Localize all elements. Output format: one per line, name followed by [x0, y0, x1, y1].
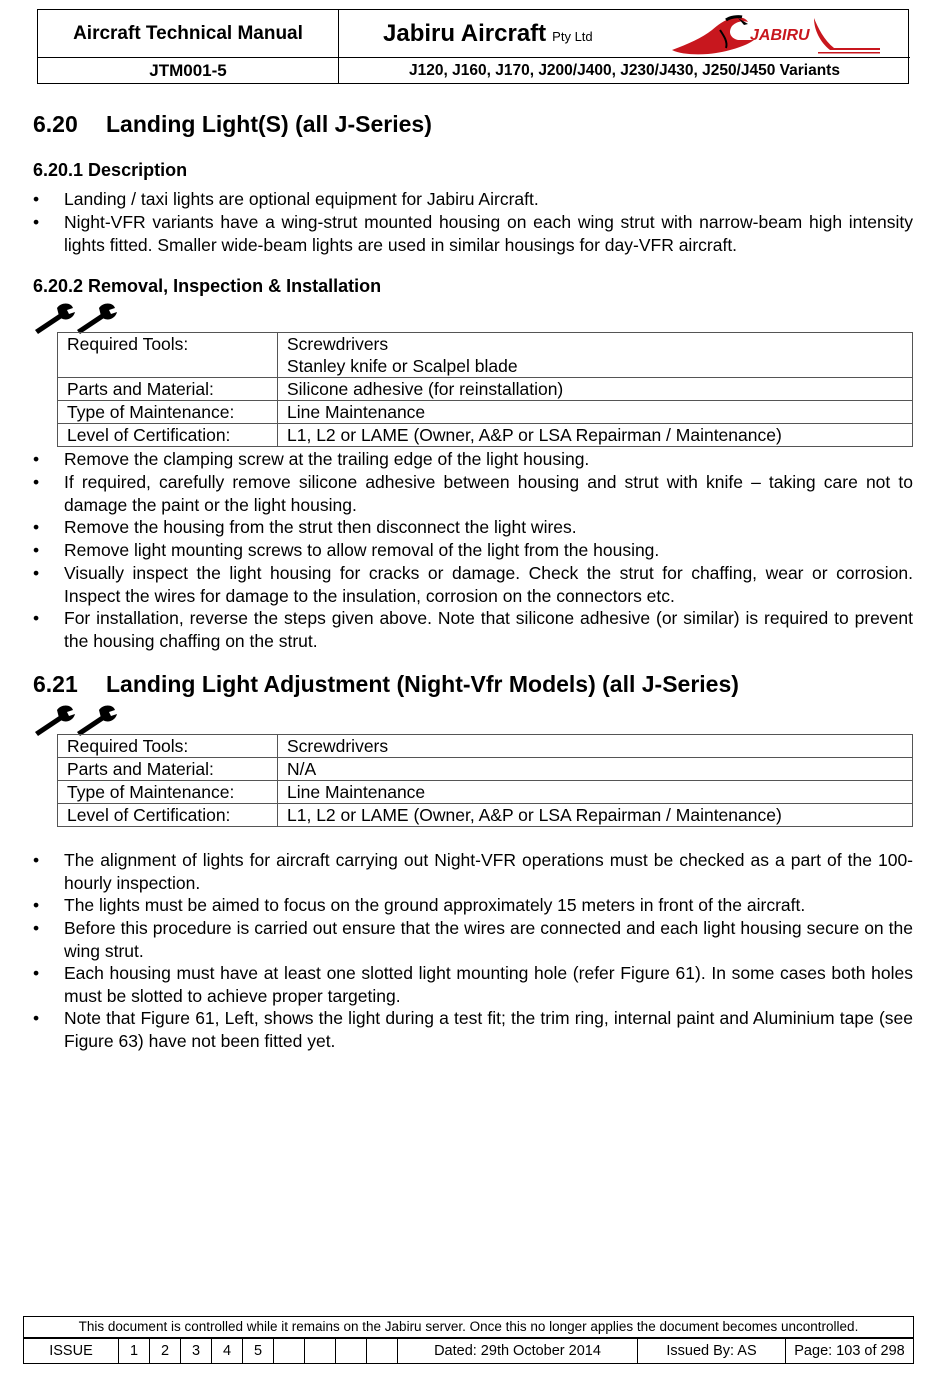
- section-title: Landing Light(S) (all J-Series): [106, 111, 432, 137]
- subsection-6202-heading: 6.20.2 Removal, Inspection & Installation: [33, 276, 382, 296]
- variants: J120, J160, J170, J200/J400, J230/J430, J250/J450 Variants: [409, 62, 840, 79]
- issue-cell-empty: [367, 1339, 398, 1364]
- required-tools-value: [278, 333, 913, 378]
- issue-cell-empty: [274, 1339, 305, 1364]
- svg-text:JABIRU: JABIRU: [750, 27, 810, 44]
- table-row: [24, 1339, 914, 1364]
- jabiru-logo-icon: [668, 14, 884, 56]
- bullet-text: Landing / taxi lights are optional equipment for Jabiru Aircraft.: [64, 189, 539, 209]
- bullet-text: Remove the clamping screw at the trailing edge of the light housing.: [64, 449, 590, 469]
- bullet-text: Remove light mounting screws to allow removal of the light from the housing.: [64, 540, 660, 560]
- maintenance-table-6202: [57, 332, 913, 447]
- company-cell: [339, 10, 910, 58]
- section-title: Landing Light Adjustment (Night-Vfr Models) (all J-Series): [106, 671, 739, 697]
- section-number: 6.20: [33, 111, 78, 137]
- table-row: [58, 781, 913, 804]
- company-name: Jabiru Aircraft: [383, 19, 547, 47]
- type-value: Line Maintenance: [278, 781, 913, 804]
- list-item: • Each housing must have at least one slotted light mounting hole (refer Figure 61). In some cases both holes must be slotted to achieve proper targeting.: [33, 963, 913, 1006]
- issue-footer: [23, 1338, 914, 1364]
- parts-value: Silicone adhesive (for reinstallation): [278, 378, 913, 401]
- table-row: [58, 378, 913, 401]
- list-item: • Visually inspect the light housing for cracks or damage. Check the strut for chaffing, wear or corrosion. Inspect the wires for damage to the insulation, corrosion on the connectors etc.: [33, 563, 913, 606]
- level-value: L1, L2 or LAME (Owner, A&P or LSA Repairman / Maintenance): [278, 804, 913, 827]
- bullet-text: For installation, reverse the steps given above. Note that silicone adhesive (or similar) is required to prevent the housing chaffing on the strut.: [64, 608, 913, 651]
- required-tools-label: Required Tools:: [58, 735, 278, 758]
- bullet-text: Night-VFR variants have a wing-strut mounted housing on each wing strut with narrow-beam high intensity lights fitted. Smaller wide-beam lights are used in similar housings for day-VFR aircraft.: [64, 212, 913, 255]
- control-note: This document is controlled while it remains on the Jabiru server. Once this no longer applies the document becomes uncontrolled.: [23, 1316, 914, 1338]
- page-header: [37, 9, 909, 84]
- company-suffix: Pty Ltd: [552, 29, 593, 44]
- type-label: Type of Maintenance:: [58, 781, 278, 804]
- list-item: • Remove the clamping screw at the trailing edge of the light housing.: [33, 448, 913, 471]
- level-label: Level of Certification:: [58, 424, 278, 447]
- bullet-text: The alignment of lights for aircraft carrying out Night-VFR operations must be checked as a part of the 100-hourly inspection.: [64, 850, 913, 893]
- issue-cell-empty: [336, 1339, 367, 1364]
- bullet-text: If required, carefully remove silicone adhesive between housing and strut with knife – taking care not to damage the paint or the light housing.: [64, 472, 913, 515]
- bullet-text: Before this procedure is carried out ensure that the wires are connected and each light housing secure on the wing strut.: [64, 918, 913, 961]
- section-621-heading: [33, 671, 739, 698]
- tool-item: Screwdrivers: [287, 334, 389, 354]
- list-item: • The lights must be aimed to focus on the ground approximately 15 meters in front of the aircraft.: [33, 894, 913, 917]
- spanner-icon: [33, 300, 123, 336]
- required-tools-label: Required Tools:: [58, 333, 278, 378]
- issue-cell: 2: [150, 1339, 181, 1364]
- issue-cell: 3: [181, 1339, 212, 1364]
- page-number: Page: 103 of 298: [786, 1339, 914, 1364]
- issue-cell: 5: [243, 1339, 274, 1364]
- table-row: [58, 401, 913, 424]
- table-row: [58, 424, 913, 447]
- list-item: • The alignment of lights for aircraft carrying out Night-VFR operations must be checked as a part of the 100-hourly inspection.: [33, 850, 913, 893]
- list-item: • Night-VFR variants have a wing-strut mounted housing on each wing strut with narrow-beam high intensity lights fitted. Smaller wide-beam lights are used in similar housings for day-VFR aircraft.: [33, 212, 913, 255]
- dated: Dated: 29th October 2014: [398, 1339, 638, 1364]
- manual-title: Aircraft Technical Manual: [38, 10, 339, 58]
- required-tools-value: Screwdrivers: [278, 735, 913, 758]
- maintenance-table-621: [57, 734, 913, 827]
- type-value: Line Maintenance: [278, 401, 913, 424]
- issued-by: Issued By: AS: [638, 1339, 786, 1364]
- list-item: • For installation, reverse the steps given above. Note that silicone adhesive (or similar) is required to prevent the housing chaffing on the strut.: [33, 608, 913, 651]
- table-row: [58, 758, 913, 781]
- list-item: • Remove light mounting screws to allow removal of the light from the housing.: [33, 539, 913, 562]
- level-label: Level of Certification:: [58, 804, 278, 827]
- section-number: 6.21: [33, 671, 78, 697]
- bullet-text: The lights must be aimed to focus on the ground approximately 15 meters in front of the aircraft.: [64, 895, 806, 915]
- list-item: • Remove the housing from the strut then disconnect the light wires.: [33, 516, 913, 539]
- table-row: [58, 333, 913, 378]
- list-item: • Before this procedure is carried out ensure that the wires are connected and each light housing secure on the wing strut.: [33, 918, 913, 961]
- type-label: Type of Maintenance:: [58, 401, 278, 424]
- table-row: [58, 735, 913, 758]
- parts-label: Parts and Material:: [58, 378, 278, 401]
- issue-cell-empty: [305, 1339, 336, 1364]
- parts-label: Parts and Material:: [58, 758, 278, 781]
- issue-label: ISSUE: [24, 1339, 119, 1364]
- bullet-text: Note that Figure 61, Left, shows the light during a test fit; the trim ring, internal paint and Aluminium tape (see Figure 63) have not been fitted yet.: [64, 1008, 913, 1051]
- subsection-6201-heading: 6.20.1 Description: [33, 160, 188, 180]
- spanner-icon: [33, 702, 123, 738]
- bullet-text: Visually inspect the light housing for cracks or damage. Check the strut for chaffing, wear or corrosion. Inspect the wires for damage to the insulation, corrosion on the connectors etc.: [64, 563, 913, 606]
- bullet-text: Each housing must have at least one slotted light mounting hole (refer Figure 61). In some cases both holes must be slotted to achieve proper targeting.: [64, 963, 913, 1006]
- issue-cell: 1: [119, 1339, 150, 1364]
- issue-cell: 4: [212, 1339, 243, 1364]
- tool-item: Stanley knife or Scalpel blade: [287, 356, 518, 376]
- list-item: • Landing / taxi lights are optional equipment for Jabiru Aircraft.: [33, 188, 913, 211]
- doc-code: JTM001-5: [38, 58, 339, 84]
- level-value: L1, L2 or LAME (Owner, A&P or LSA Repairman / Maintenance): [278, 424, 913, 447]
- bullet-text: Remove the housing from the strut then disconnect the light wires.: [64, 517, 577, 537]
- section-620-heading: [33, 111, 432, 138]
- table-row: [58, 804, 913, 827]
- parts-value: N/A: [278, 758, 913, 781]
- list-item: • Note that Figure 61, Left, shows the light during a test fit; the trim ring, internal paint and Aluminium tape (see Figure 63) have not been fitted yet.: [33, 1008, 913, 1051]
- list-item: • If required, carefully remove silicone adhesive between housing and strut with knife – taking care not to damage the paint or the light housing.: [33, 472, 913, 515]
